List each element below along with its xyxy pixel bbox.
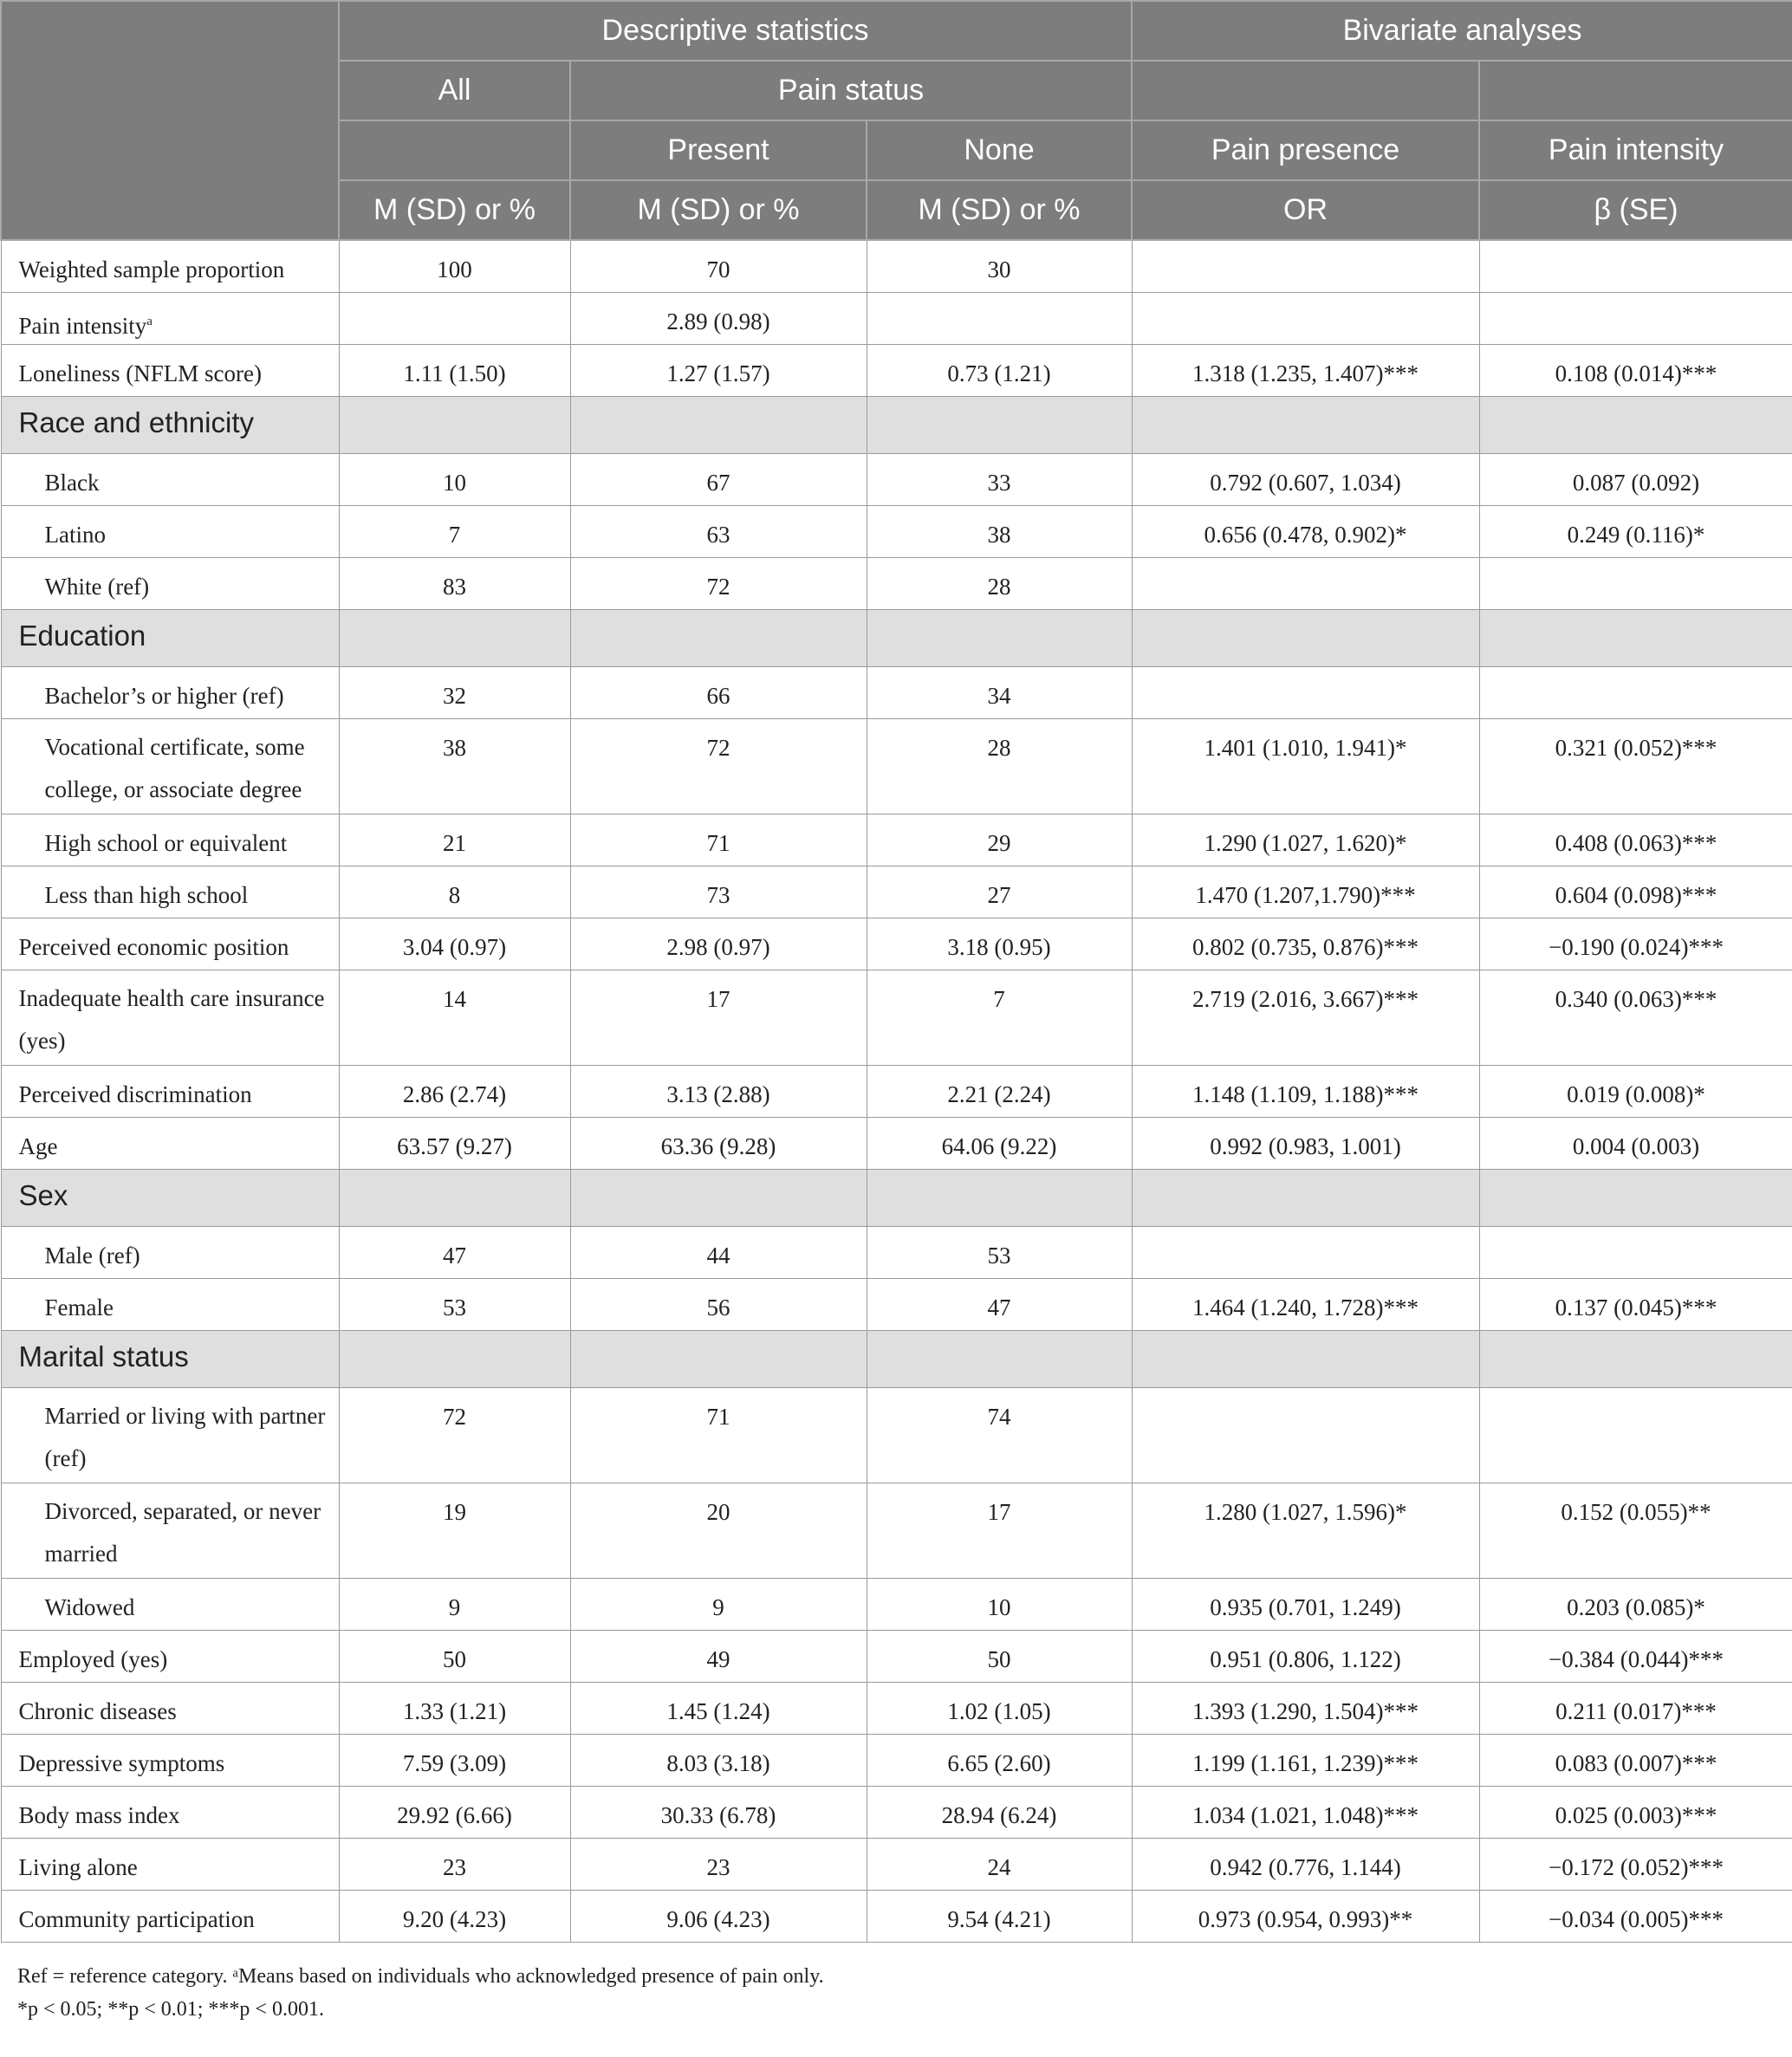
row-label-text: Latino bbox=[44, 521, 106, 548]
cell-none: 0.73 (1.21) bbox=[867, 344, 1132, 396]
cell-or bbox=[1132, 666, 1479, 718]
table-row bbox=[1, 1890, 1792, 1942]
cell-none: 9.54 (4.21) bbox=[867, 1890, 1132, 1942]
cell-or: 0.951 (0.806, 1.122) bbox=[1132, 1630, 1479, 1682]
cell-or: 1.393 (1.290, 1.504)*** bbox=[1132, 1682, 1479, 1734]
cell-present: 1.45 (1.24) bbox=[570, 1682, 867, 1734]
cell-or: 1.290 (1.027, 1.620)* bbox=[1132, 814, 1479, 866]
cell-present: 72 bbox=[570, 557, 867, 609]
cell-or bbox=[1132, 1387, 1479, 1483]
row-label bbox=[1, 292, 339, 344]
header-none: None bbox=[867, 120, 1132, 180]
cell-or: 0.942 (0.776, 1.144) bbox=[1132, 1838, 1479, 1890]
cell-none: 28 bbox=[867, 557, 1132, 609]
cell-beta: 0.108 (0.014)*** bbox=[1479, 344, 1792, 396]
cell-none: 10 bbox=[867, 1578, 1132, 1630]
cell-all: 1.33 (1.21) bbox=[339, 1682, 570, 1734]
row-label-text: Vocational certificate, some college, or associate degree bbox=[44, 733, 305, 802]
row-label bbox=[1, 1387, 339, 1483]
table-row bbox=[1, 1483, 1792, 1578]
row-label bbox=[1, 1838, 339, 1890]
cell-present: 71 bbox=[570, 1387, 867, 1483]
cell-or bbox=[1132, 240, 1479, 292]
table-header bbox=[1, 1, 1792, 240]
header-msd-all: M (SD) or % bbox=[339, 180, 570, 240]
cell-all: 38 bbox=[339, 718, 570, 814]
table-row bbox=[1, 666, 1792, 718]
cell-none: 53 bbox=[867, 1226, 1132, 1278]
section-empty-cell bbox=[867, 1330, 1132, 1387]
cell-present: 67 bbox=[570, 453, 867, 505]
cell-none: 28 bbox=[867, 718, 1132, 814]
header-blank bbox=[1, 1, 339, 240]
row-label-text: Inadequate health care insurance (yes) bbox=[18, 984, 325, 1054]
row-label bbox=[1, 1226, 339, 1278]
cell-all: 2.86 (2.74) bbox=[339, 1065, 570, 1117]
cell-none: 24 bbox=[867, 1838, 1132, 1890]
cell-beta: 0.152 (0.055)** bbox=[1479, 1483, 1792, 1578]
row-label-text: Depressive symptoms bbox=[18, 1749, 225, 1776]
cell-present: 70 bbox=[570, 240, 867, 292]
cell-present: 9 bbox=[570, 1578, 867, 1630]
cell-none: 29 bbox=[867, 814, 1132, 866]
table-row bbox=[1, 1838, 1792, 1890]
row-label bbox=[1, 453, 339, 505]
row-label bbox=[1, 970, 339, 1065]
table-row bbox=[1, 1578, 1792, 1630]
cell-present: 1.27 (1.57) bbox=[570, 344, 867, 396]
cell-all: 32 bbox=[339, 666, 570, 718]
cell-none: 34 bbox=[867, 666, 1132, 718]
cell-or: 1.470 (1.207,1.790)*** bbox=[1132, 866, 1479, 918]
section-label: Race and ethnicity bbox=[1, 396, 339, 453]
cell-present: 2.98 (0.97) bbox=[570, 918, 867, 970]
cell-all: 9 bbox=[339, 1578, 570, 1630]
cell-present: 3.13 (2.88) bbox=[570, 1065, 867, 1117]
cell-beta bbox=[1479, 240, 1792, 292]
row-label-text: Perceived economic position bbox=[18, 933, 289, 960]
table-row bbox=[1, 344, 1792, 396]
row-label bbox=[1, 1890, 339, 1942]
row-label-text: Weighted sample proportion bbox=[18, 256, 285, 282]
cell-beta: −0.384 (0.044)*** bbox=[1479, 1630, 1792, 1682]
section-empty-cell bbox=[867, 609, 1132, 666]
row-label-text: Chronic diseases bbox=[18, 1697, 177, 1724]
cell-or: 1.464 (1.240, 1.728)*** bbox=[1132, 1278, 1479, 1330]
footnote-ref: Ref = reference category. ᵃMeans based on individuals who acknowledged presence of pain only. bbox=[17, 1964, 824, 1988]
cell-none: 3.18 (0.95) bbox=[867, 918, 1132, 970]
cell-or: 0.973 (0.954, 0.993)** bbox=[1132, 1890, 1479, 1942]
cell-beta: 0.340 (0.063)*** bbox=[1479, 970, 1792, 1065]
cell-beta: −0.034 (0.005)*** bbox=[1479, 1890, 1792, 1942]
row-label-text: Less than high school bbox=[44, 881, 249, 908]
cell-or: 0.992 (0.983, 1.001) bbox=[1132, 1117, 1479, 1169]
cell-all: 53 bbox=[339, 1278, 570, 1330]
cell-present: 9.06 (4.23) bbox=[570, 1890, 867, 1942]
cell-beta bbox=[1479, 666, 1792, 718]
header-all: All bbox=[339, 61, 570, 120]
row-label-text: Age bbox=[18, 1132, 58, 1159]
header-present: Present bbox=[570, 120, 867, 180]
cell-present: 17 bbox=[570, 970, 867, 1065]
cell-beta bbox=[1479, 292, 1792, 344]
cell-present: 72 bbox=[570, 718, 867, 814]
cell-all: 3.04 (0.97) bbox=[339, 918, 570, 970]
section-row bbox=[1, 1330, 1792, 1387]
row-label-text: Married or living with partner (ref) bbox=[44, 1402, 326, 1471]
cell-none: 6.65 (2.60) bbox=[867, 1734, 1132, 1786]
cell-beta: 0.211 (0.017)*** bbox=[1479, 1682, 1792, 1734]
cell-all: 1.11 (1.50) bbox=[339, 344, 570, 396]
cell-or: 0.792 (0.607, 1.034) bbox=[1132, 453, 1479, 505]
footnotes bbox=[0, 1960, 1792, 2026]
cell-beta: 0.025 (0.003)*** bbox=[1479, 1786, 1792, 1838]
table-row bbox=[1, 453, 1792, 505]
row-label bbox=[1, 1786, 339, 1838]
row-label-text: Community participation bbox=[18, 1905, 255, 1932]
cell-or bbox=[1132, 1226, 1479, 1278]
table-row bbox=[1, 1278, 1792, 1330]
table-row bbox=[1, 505, 1792, 557]
section-empty-cell bbox=[1479, 1330, 1792, 1387]
header-blank-4 bbox=[339, 120, 570, 180]
table-row bbox=[1, 1387, 1792, 1483]
row-label-text: Female bbox=[44, 1294, 114, 1321]
row-label-text: Loneliness (NFLM score) bbox=[18, 360, 262, 386]
section-label: Education bbox=[1, 609, 339, 666]
cell-beta bbox=[1479, 557, 1792, 609]
table-row bbox=[1, 1786, 1792, 1838]
cell-or: 1.148 (1.109, 1.188)*** bbox=[1132, 1065, 1479, 1117]
section-empty-cell bbox=[1479, 609, 1792, 666]
cell-or: 0.656 (0.478, 0.902)* bbox=[1132, 505, 1479, 557]
section-empty-cell bbox=[1479, 396, 1792, 453]
table-body bbox=[1, 240, 1792, 1942]
cell-beta: 0.203 (0.085)* bbox=[1479, 1578, 1792, 1630]
row-label-text: White (ref) bbox=[44, 573, 150, 600]
row-label bbox=[1, 1682, 339, 1734]
section-empty-cell bbox=[867, 396, 1132, 453]
row-label-text: Employed (yes) bbox=[18, 1645, 168, 1672]
header-msd-none: M (SD) or % bbox=[867, 180, 1132, 240]
cell-present: 49 bbox=[570, 1630, 867, 1682]
section-empty-cell bbox=[570, 396, 867, 453]
row-label bbox=[1, 1278, 339, 1330]
cell-none: 74 bbox=[867, 1387, 1132, 1483]
cell-none bbox=[867, 292, 1132, 344]
cell-beta bbox=[1479, 1226, 1792, 1278]
section-empty-cell bbox=[339, 1169, 570, 1226]
table-row bbox=[1, 1065, 1792, 1117]
cell-beta: 0.004 (0.003) bbox=[1479, 1117, 1792, 1169]
cell-present: 44 bbox=[570, 1226, 867, 1278]
cell-all: 7.59 (3.09) bbox=[339, 1734, 570, 1786]
section-empty-cell bbox=[570, 609, 867, 666]
cell-beta: 0.321 (0.052)*** bbox=[1479, 718, 1792, 814]
cell-present: 20 bbox=[570, 1483, 867, 1578]
row-label bbox=[1, 918, 339, 970]
row-label bbox=[1, 814, 339, 866]
table-row bbox=[1, 240, 1792, 292]
row-label bbox=[1, 344, 339, 396]
cell-none: 33 bbox=[867, 453, 1132, 505]
cell-all: 100 bbox=[339, 240, 570, 292]
cell-none: 64.06 (9.22) bbox=[867, 1117, 1132, 1169]
cell-or: 0.802 (0.735, 0.876)*** bbox=[1132, 918, 1479, 970]
cell-present: 56 bbox=[570, 1278, 867, 1330]
section-empty-cell bbox=[570, 1169, 867, 1226]
row-label-text: Male (ref) bbox=[44, 1242, 140, 1269]
header-blank-2 bbox=[1132, 61, 1479, 120]
row-label-text: Widowed bbox=[44, 1593, 135, 1620]
cell-or bbox=[1132, 292, 1479, 344]
cell-or: 0.935 (0.701, 1.249) bbox=[1132, 1578, 1479, 1630]
section-row bbox=[1, 1169, 1792, 1226]
cell-present: 23 bbox=[570, 1838, 867, 1890]
header-bivariate: Bivariate analyses bbox=[1132, 1, 1792, 61]
cell-none: 47 bbox=[867, 1278, 1132, 1330]
footnote-marker: a bbox=[146, 314, 153, 328]
header-blank-3 bbox=[1479, 61, 1792, 120]
cell-or: 1.318 (1.235, 1.407)*** bbox=[1132, 344, 1479, 396]
section-label: Marital status bbox=[1, 1330, 339, 1387]
table-row bbox=[1, 1734, 1792, 1786]
table-row bbox=[1, 814, 1792, 866]
cell-present: 73 bbox=[570, 866, 867, 918]
cell-all: 50 bbox=[339, 1630, 570, 1682]
section-label: Sex bbox=[1, 1169, 339, 1226]
section-empty-cell bbox=[339, 1330, 570, 1387]
section-empty-cell bbox=[867, 1169, 1132, 1226]
row-label-text: Perceived discrimination bbox=[18, 1080, 252, 1107]
row-label-text: Divorced, separated, or never married bbox=[44, 1497, 321, 1567]
cell-all: 8 bbox=[339, 866, 570, 918]
section-empty-cell bbox=[1132, 1330, 1479, 1387]
cell-none: 17 bbox=[867, 1483, 1132, 1578]
header-or: OR bbox=[1132, 180, 1479, 240]
table-row bbox=[1, 866, 1792, 918]
cell-beta bbox=[1479, 1387, 1792, 1483]
row-label-text: High school or equivalent bbox=[44, 829, 288, 856]
row-label bbox=[1, 866, 339, 918]
cell-beta: 0.083 (0.007)*** bbox=[1479, 1734, 1792, 1786]
cell-beta: 0.019 (0.008)* bbox=[1479, 1065, 1792, 1117]
section-empty-cell bbox=[1132, 609, 1479, 666]
row-label-text: Pain intensity bbox=[18, 312, 147, 339]
row-label bbox=[1, 1483, 339, 1578]
cell-beta: −0.172 (0.052)*** bbox=[1479, 1838, 1792, 1890]
table-row bbox=[1, 1630, 1792, 1682]
table-row bbox=[1, 718, 1792, 814]
row-label bbox=[1, 1734, 339, 1786]
cell-present: 71 bbox=[570, 814, 867, 866]
header-msd-present: M (SD) or % bbox=[570, 180, 867, 240]
header-pain-presence: Pain presence bbox=[1132, 120, 1479, 180]
cell-or: 1.280 (1.027, 1.596)* bbox=[1132, 1483, 1479, 1578]
cell-none: 27 bbox=[867, 866, 1132, 918]
cell-all bbox=[339, 292, 570, 344]
section-row bbox=[1, 609, 1792, 666]
row-label bbox=[1, 505, 339, 557]
cell-all: 10 bbox=[339, 453, 570, 505]
cell-none: 50 bbox=[867, 1630, 1132, 1682]
cell-present: 30.33 (6.78) bbox=[570, 1786, 867, 1838]
table-row bbox=[1, 557, 1792, 609]
section-empty-cell bbox=[570, 1330, 867, 1387]
cell-beta: 0.249 (0.116)* bbox=[1479, 505, 1792, 557]
header-pain-intensity: Pain intensity bbox=[1479, 120, 1792, 180]
section-empty-cell bbox=[339, 609, 570, 666]
section-empty-cell bbox=[1132, 396, 1479, 453]
table-row bbox=[1, 918, 1792, 970]
cell-or: 1.401 (1.010, 1.941)* bbox=[1132, 718, 1479, 814]
cell-none: 2.21 (2.24) bbox=[867, 1065, 1132, 1117]
cell-beta: −0.190 (0.024)*** bbox=[1479, 918, 1792, 970]
cell-all: 7 bbox=[339, 505, 570, 557]
row-label bbox=[1, 240, 339, 292]
cell-all: 9.20 (4.23) bbox=[339, 1890, 570, 1942]
row-label-text: Black bbox=[44, 469, 100, 496]
cell-or: 2.719 (2.016, 3.667)*** bbox=[1132, 970, 1479, 1065]
cell-beta: 0.604 (0.098)*** bbox=[1479, 866, 1792, 918]
cell-none: 1.02 (1.05) bbox=[867, 1682, 1132, 1734]
row-label-text: Body mass index bbox=[18, 1801, 180, 1828]
table-row bbox=[1, 1117, 1792, 1169]
cell-all: 21 bbox=[339, 814, 570, 866]
cell-or bbox=[1132, 557, 1479, 609]
cell-none: 30 bbox=[867, 240, 1132, 292]
cell-none: 28.94 (6.24) bbox=[867, 1786, 1132, 1838]
section-empty-cell bbox=[339, 396, 570, 453]
row-label-text: Living alone bbox=[18, 1853, 138, 1880]
cell-or: 1.034 (1.021, 1.048)*** bbox=[1132, 1786, 1479, 1838]
cell-none: 38 bbox=[867, 505, 1132, 557]
cell-all: 29.92 (6.66) bbox=[339, 1786, 570, 1838]
cell-beta: 0.137 (0.045)*** bbox=[1479, 1278, 1792, 1330]
header-beta: β (SE) bbox=[1479, 180, 1792, 240]
cell-present: 66 bbox=[570, 666, 867, 718]
section-empty-cell bbox=[1479, 1169, 1792, 1226]
cell-or: 1.199 (1.161, 1.239)*** bbox=[1132, 1734, 1479, 1786]
cell-all: 23 bbox=[339, 1838, 570, 1890]
cell-all: 19 bbox=[339, 1483, 570, 1578]
table-row bbox=[1, 970, 1792, 1065]
cell-all: 63.57 (9.27) bbox=[339, 1117, 570, 1169]
table-row bbox=[1, 292, 1792, 344]
section-empty-cell bbox=[1132, 1169, 1479, 1226]
row-label bbox=[1, 1630, 339, 1682]
cell-all: 83 bbox=[339, 557, 570, 609]
header-pain-status: Pain status bbox=[570, 61, 1132, 120]
cell-all: 47 bbox=[339, 1226, 570, 1278]
cell-present: 63 bbox=[570, 505, 867, 557]
cell-present: 8.03 (3.18) bbox=[570, 1734, 867, 1786]
cell-none: 7 bbox=[867, 970, 1132, 1065]
row-label bbox=[1, 557, 339, 609]
header-descriptive: Descriptive statistics bbox=[339, 1, 1132, 61]
footnote-significance: *p < 0.05; **p < 0.01; ***p < 0.001. bbox=[17, 1997, 324, 2021]
row-label bbox=[1, 1117, 339, 1169]
cell-present: 2.89 (0.98) bbox=[570, 292, 867, 344]
row-label bbox=[1, 1578, 339, 1630]
row-label bbox=[1, 666, 339, 718]
row-label bbox=[1, 718, 339, 814]
section-row bbox=[1, 396, 1792, 453]
cell-beta: 0.087 (0.092) bbox=[1479, 453, 1792, 505]
table-row bbox=[1, 1226, 1792, 1278]
row-label-text: Bachelor’s or higher (ref) bbox=[44, 682, 284, 709]
cell-all: 72 bbox=[339, 1387, 570, 1483]
cell-present: 63.36 (9.28) bbox=[570, 1117, 867, 1169]
table-row bbox=[1, 1682, 1792, 1734]
cell-beta: 0.408 (0.063)*** bbox=[1479, 814, 1792, 866]
cell-all: 14 bbox=[339, 970, 570, 1065]
row-label bbox=[1, 1065, 339, 1117]
